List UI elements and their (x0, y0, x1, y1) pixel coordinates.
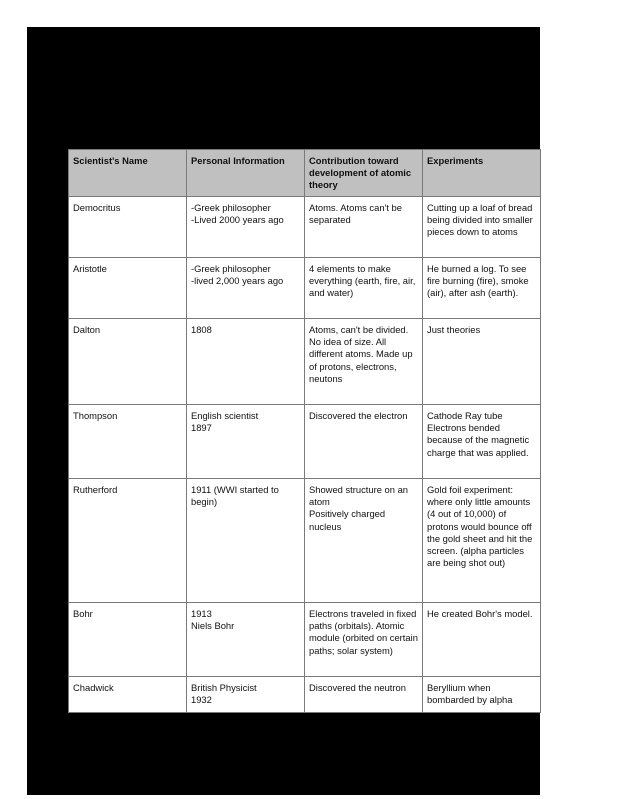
cell-experiments: Cutting up a loaf of bread being divided into smaller pieces down to atoms (423, 197, 541, 258)
cell-contribution: Atoms, can't be divided. No idea of size. All different atoms. Made up of protons, electrons, neutons (305, 319, 423, 405)
table-row (69, 405, 541, 479)
cell-experiments: Gold foil experiment: where only little amounts (4 out of 10,000) of protons would bounce off the gold sheet and hit the screen. (alpha particles are being shot out) (423, 479, 541, 603)
cell-experiments: Cathode Ray tube Electrons bended because of the magnetic charge that was applied. (423, 405, 541, 479)
header-personal-information: Personal Information (187, 150, 305, 197)
cell-name: Rutherford (69, 479, 187, 603)
table-row (69, 603, 541, 677)
header-contribution: Contribution toward development of atomic theory (305, 150, 423, 197)
cell-name: Dalton (69, 319, 187, 405)
header-scientist-name: Scientist's Name (69, 150, 187, 197)
cell-experiments: Beryllium when bombarded by alpha (423, 677, 541, 713)
cell-name: Democritus (69, 197, 187, 258)
cell-contribution: Discovered the electron (305, 405, 423, 479)
document-page (27, 27, 540, 795)
header-experiments: Experiments (423, 150, 541, 197)
table-header-row (69, 150, 541, 197)
cell-name: Bohr (69, 603, 187, 677)
cell-name: Aristotle (69, 258, 187, 319)
cell-experiments: Just theories (423, 319, 541, 405)
table-row (69, 197, 541, 258)
table-row (69, 479, 541, 603)
cell-info: -Greek philosopher -lived 2,000 years ago (187, 258, 305, 319)
cell-info: 1808 (187, 319, 305, 405)
cell-contribution: 4 elements to make everything (earth, fire, air, and water) (305, 258, 423, 319)
table-row (69, 319, 541, 405)
cell-info: 1911 (WWI started to begin) (187, 479, 305, 603)
table-row (69, 258, 541, 319)
cell-contribution: Discovered the neutron (305, 677, 423, 713)
table-row (69, 677, 541, 713)
cell-name: Thompson (69, 405, 187, 479)
scientists-table (68, 149, 541, 713)
cell-info: British Physicist 1932 (187, 677, 305, 713)
cell-experiments: He burned a log. To see fire burning (fire), smoke (air), after ash (earth). (423, 258, 541, 319)
cell-info: -Greek philosopher -Lived 2000 years ago (187, 197, 305, 258)
cell-experiments: He created Bohr's model. (423, 603, 541, 677)
cell-info: 1913 Niels Bohr (187, 603, 305, 677)
cell-contribution: Atoms. Atoms can't be separated (305, 197, 423, 258)
cell-contribution: Showed structure on an atom Positively charged nucleus (305, 479, 423, 603)
cell-info: English scientist 1897 (187, 405, 305, 479)
cell-contribution: Electrons traveled in fixed paths (orbitals). Atomic module (orbited on certain paths; solar system) (305, 603, 423, 677)
cell-name: Chadwick (69, 677, 187, 713)
